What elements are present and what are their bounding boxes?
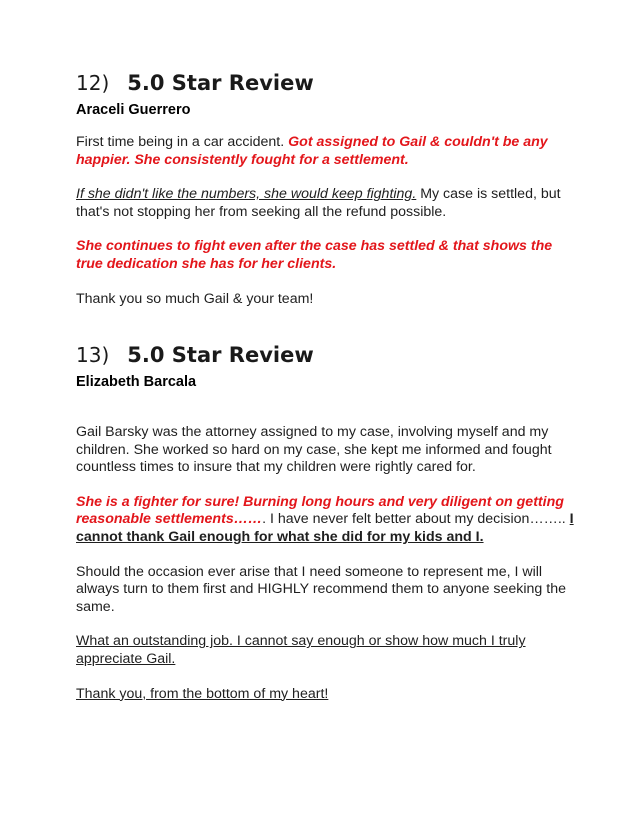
- review-highlight-text: She continues to fight even after the case has settled & that shows the true dedication she has for her clients.: [76, 238, 553, 272]
- review-number: 12): [76, 71, 110, 95]
- review-paragraph: [76, 424, 576, 477]
- review-highlight-text: She is a fighter for sure! Burning long hours and very diligent on getting reasonable settlements……: [76, 493, 564, 528]
- review-paragraph: [76, 291, 576, 309]
- review-paragraph: [76, 238, 576, 273]
- review-13: [76, 342, 576, 703]
- review-12: [76, 70, 576, 308]
- review-text: Should the occasion ever arise that I need someone to represent me, I will always turn to them first and HIGHLY recommend them to anyone seeking the same.: [76, 563, 566, 615]
- review-text: Thank you so much Gail & your team!: [76, 290, 314, 307]
- review-paragraph: [76, 686, 576, 704]
- review-number: 13): [76, 343, 110, 367]
- review-paragraph: [76, 186, 576, 221]
- review-underlined-text: Thank you, from the bottom of my heart!: [76, 685, 329, 702]
- reviewer-name: Araceli Guerrero: [76, 102, 191, 118]
- review-text: My case is settled, but that's not stopping her from seeking all the refund possible.: [76, 186, 561, 220]
- review-paragraph: [76, 134, 576, 169]
- review-highlight-text: Got assigned to Gail & couldn't be any happier. She consistently fought for a settlement.: [76, 134, 548, 168]
- review-paragraph: [76, 564, 576, 617]
- review-underlined-text: What an outstanding job. I cannot say enough or show how much I truly appreciate Gail.: [76, 633, 526, 667]
- review-heading: [76, 342, 576, 369]
- review-underlined-text: If she didn't like the numbers, she would keep fighting.: [76, 186, 417, 203]
- review-paragraph: [76, 633, 576, 668]
- review-text: . I have never felt better about my decision……..: [262, 511, 566, 528]
- review-heading: [76, 70, 576, 97]
- review-paragraph: [76, 494, 576, 547]
- review-title: 5.0 Star Review: [127, 343, 314, 367]
- review-text: Gail Barsky was the attorney assigned to my case, involving myself and my children. She worked so hard on my case, she kept me informed and fought countless times to insure that my children were rightly cared for.: [76, 424, 552, 476]
- review-title: 5.0 Star Review: [127, 71, 314, 95]
- review-text: First time being in a car accident.: [76, 134, 289, 150]
- reviewer-name: Elizabeth Barcala: [76, 374, 197, 390]
- review-emphasis-text: I cannot thank Gail enough for what she did for my kids and I.: [76, 511, 574, 545]
